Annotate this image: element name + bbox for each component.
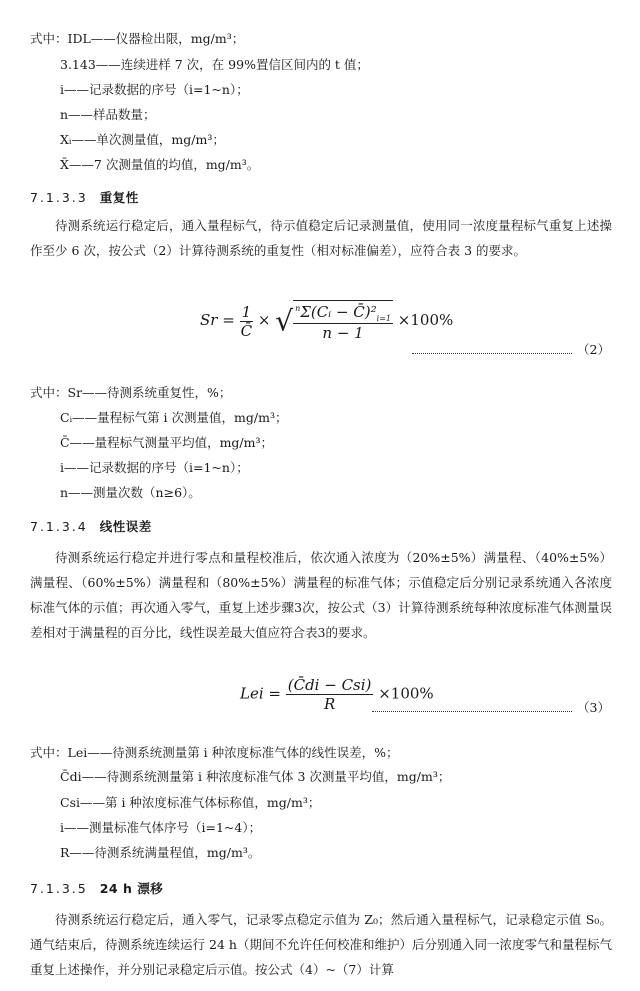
paragraph-drift: 待测系统运行稳定后，通入零气，记录零点稳定示值为 Z₀；然后通入量程标气，记录稳定示值 S₀。通气结束后，待测系统连续运行 24 h（期间不允许任何校准和维护）后分别通入同一浓度零气和量程标气重复上述操作，并分别记录稳定后示值。按公式（4）~（7）计算	[30, 912, 612, 977]
definition-n: n——测量次数（n≥6）。	[60, 485, 201, 500]
formula-lhs: Lei =	[240, 684, 286, 703]
equation-number-2: （2）	[577, 342, 610, 357]
definition-intro: 式中：	[30, 745, 68, 760]
leader-dots	[372, 711, 572, 712]
definition-cdi: C̄di——待测系统测量第 i 种浓度标准气体 3 次测量平均值，mg/m³；	[60, 769, 451, 784]
formula-repeatability: Sr = $\frac{1}{C̄}$ × √ $\frac{^n\Sigma(Cᵢ - C̄)^2_{i=1}}{n - 1}$ ×100%	[200, 300, 453, 342]
sum-upper: n	[295, 304, 301, 313]
definition-i: i——记录数据的序号（i=1~n）；	[60, 460, 249, 475]
formula-sqrt-denominator: n − 1	[322, 324, 364, 342]
definition-i: i——记录数据的序号（i=1~n）；	[60, 82, 249, 97]
section-heading-repeatability	[30, 188, 139, 206]
formula-fraction	[240, 303, 254, 340]
definition-text: Lei——待测系统测量第 i 种浓度标准气体的线性误差，%；	[67, 745, 399, 760]
sum-expr: Σ(Cᵢ − C̄)²	[300, 303, 377, 321]
formula-numerator: 1	[241, 302, 252, 321]
paragraph-linearity: 待测系统运行稳定并进行零点和量程校准后，依次通入浓度为（20%±5%）满量程、（40%±5%）满量程、（60%±5%）满量程和（80%±5%）满量程的标准气体；示值稳定后分别记录系统通入各浓度标准气体的示值；再次通入零气，重复上述步骤3次，按公式（3）计算待测系统每种浓度标准气体测量误差相对于满量程的百分比，线性误差最大值应符合表3的要求。	[30, 550, 612, 640]
definition-xi: Xᵢ——单次测量值，mg/m³；	[60, 132, 225, 147]
definition-intro: 式中：	[30, 385, 68, 400]
definition-idl	[30, 30, 244, 48]
section-heading-drift	[30, 879, 163, 897]
definition-ci: Cᵢ——量程标气第 i 次测量值，mg/m³；	[60, 410, 288, 425]
definition-text: Sr——待测系统重复性，%；	[67, 385, 232, 400]
formula-sqrt-numerator	[293, 303, 393, 324]
section-number: 7.1.3.3	[30, 190, 88, 205]
formula-tail: ×100%	[378, 684, 434, 703]
paragraph-repeatability: 待测系统运行稳定后，通入量程标气，待示值稳定后记录测量值，使用同一浓度量程标气重复上述操作至少 6 次，按公式（2）计算待测系统的重复性（相对标准偏差），应符合表 3 的要求。	[30, 218, 612, 258]
definition-xbar: X̄——7 次测量值的均值，mg/m³。	[60, 157, 260, 172]
leader-dots	[412, 353, 572, 354]
definition-t: 3.143——连续进样 7 次，在 99%置信区间内的 t 值；	[60, 57, 369, 72]
definition-cbar: C̄——量程标气测量平均值，mg/m³；	[60, 435, 273, 450]
definition-lei	[30, 744, 399, 762]
definition-r: R——待测系统满量程值，mg/m³。	[60, 845, 261, 860]
formula-denominator: R	[323, 695, 336, 713]
sum-lower: i=1	[376, 314, 392, 323]
formula-sqrt-body	[293, 300, 393, 342]
formula-tail: ×100%	[397, 311, 454, 329]
section-title: 24 h 漂移	[99, 881, 164, 896]
formula-linearity	[240, 676, 434, 713]
section-number: 7.1.3.4	[30, 519, 88, 534]
formula-denominator: C̄	[240, 321, 253, 340]
formula-numerator: (C̄di − Csi)	[287, 676, 372, 694]
definition-n: n——样品数量；	[60, 107, 156, 122]
formula-fraction	[286, 676, 374, 713]
section-heading-linearity	[30, 517, 152, 535]
equation-number-3: （3）	[577, 700, 610, 715]
definition-csi: Csi——第 i 种浓度标准气体标称值，mg/m³；	[60, 795, 321, 810]
section-number: 7.1.3.5	[30, 881, 88, 896]
definition-text: IDL——仪器检出限，mg/m³；	[67, 31, 245, 46]
section-title: 线性误差	[99, 519, 152, 534]
formula-lhs: Sr =	[200, 311, 240, 329]
definition-sr	[30, 384, 231, 402]
definition-intro: 式中：	[30, 31, 68, 46]
section-title: 重复性	[99, 190, 139, 205]
definition-i: i——测量标准气体序号（i=1~4）；	[60, 820, 262, 835]
